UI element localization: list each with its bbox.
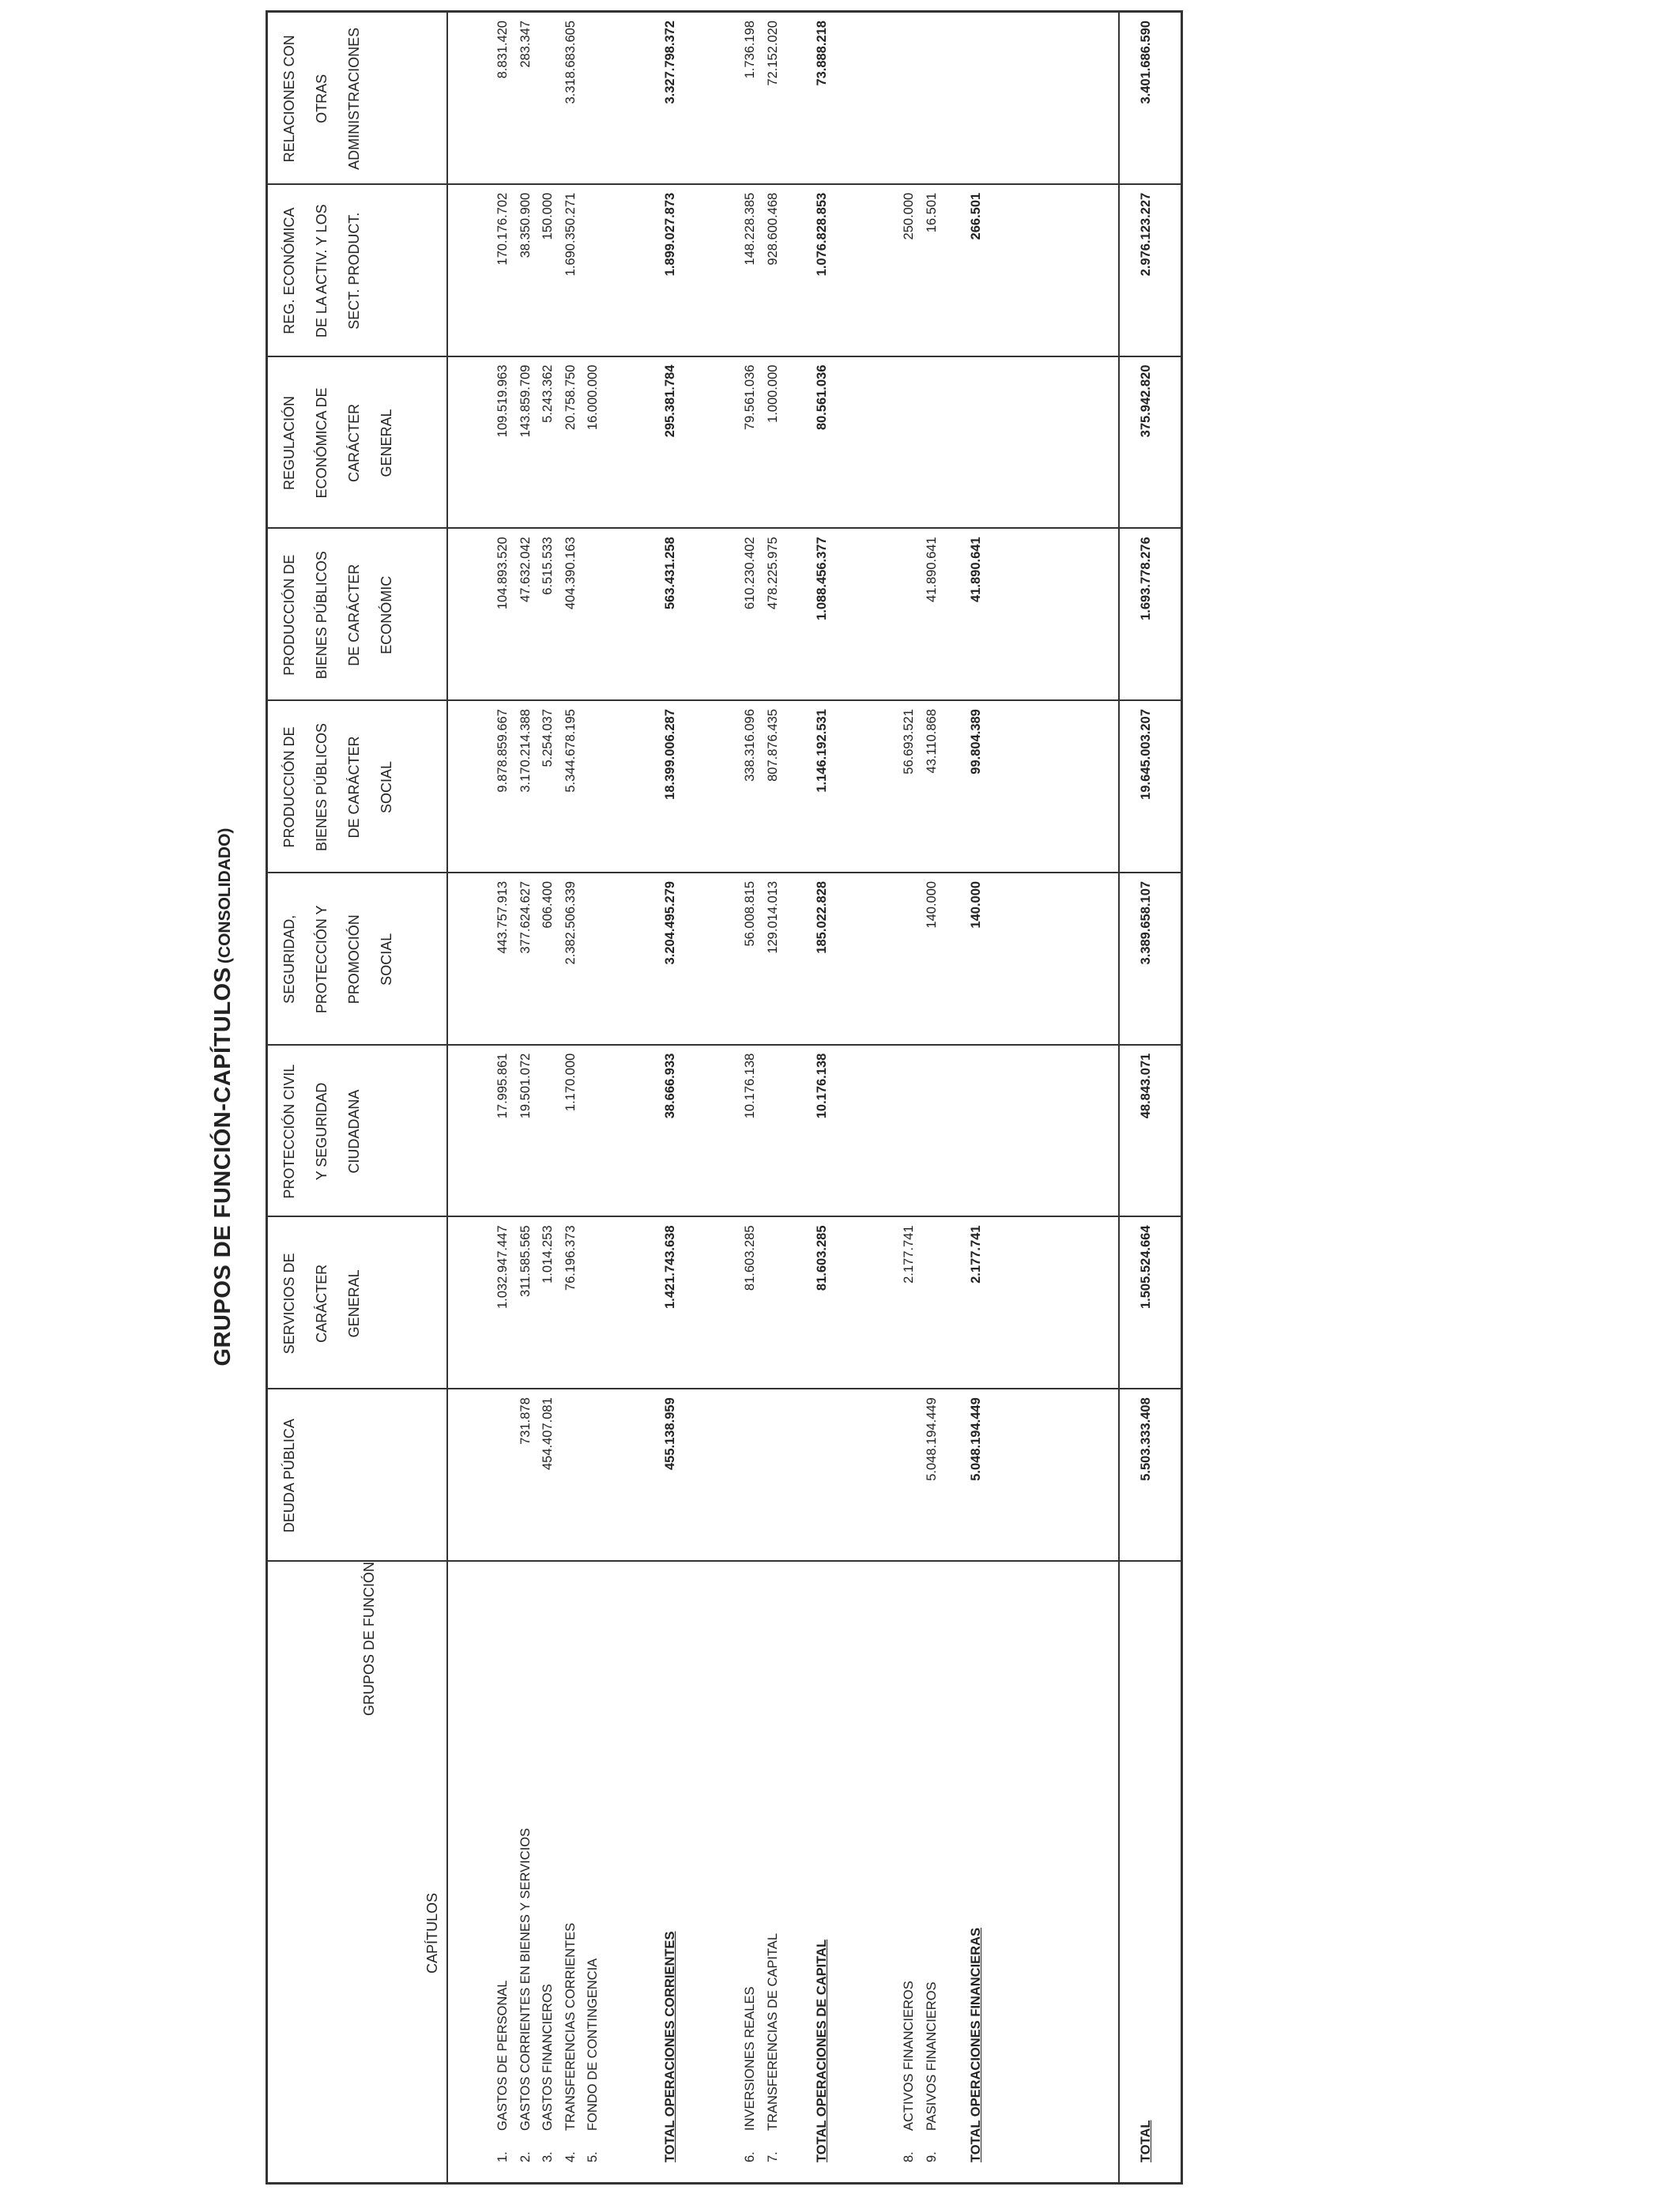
value-cell: 606.400 — [541, 880, 556, 929]
value-cell: 3.401.686.590 — [1139, 21, 1153, 104]
table-border-left — [266, 2182, 1183, 2185]
value-cell: 3.204.495.279 — [663, 880, 678, 965]
value-cell: 250.000 — [902, 192, 917, 240]
value-cell: 48.843.071 — [1139, 1053, 1153, 1119]
row-label: GASTOS CORRIENTES EN BIENES Y SERVICIOS — [518, 1828, 533, 2131]
column-header-line: BIENES PÚBLICOS — [314, 722, 330, 852]
value-cell: 170.176.702 — [495, 192, 510, 266]
total-row-label: TOTAL — [1139, 2120, 1153, 2162]
row-label: TRANSFERENCIAS DE CAPITAL — [765, 1933, 780, 2131]
column-header-line: PROMOCIÓN — [346, 914, 362, 1005]
value-cell: 109.519.963 — [495, 364, 510, 438]
column-header-line: OTRAS — [314, 74, 330, 123]
column-header-line: PROTECCIÓN Y — [314, 905, 330, 1014]
value-cell: 731.878 — [518, 1397, 533, 1445]
row-label: FONDO DE CONTINGENCIA — [586, 1958, 601, 2131]
value-cell: 38.350.900 — [518, 192, 533, 258]
row-label: GASTOS FINANCIEROS — [541, 1984, 556, 2131]
value-cell: 5.048.194.449 — [924, 1397, 939, 1481]
value-cell: 1.014.253 — [541, 1225, 556, 1284]
value-cell: 17.995.861 — [495, 1053, 510, 1119]
value-cell: 56.008.815 — [743, 880, 757, 947]
column-header-line: DE LA ACTIV. Y LOS — [314, 204, 330, 338]
value-cell: 9.878.859.667 — [495, 709, 510, 793]
value-cell: 1.170.000 — [563, 1053, 578, 1112]
value-cell: 610.230.402 — [743, 537, 757, 610]
column-header-line: PRODUCCIÓN DE — [281, 726, 297, 848]
value-cell: 81.603.285 — [743, 1225, 757, 1291]
capitulos-header: CAPÍTULOS — [424, 1892, 440, 1974]
row-label: PASIVOS FINANCIEROS — [924, 1981, 939, 2131]
column-header-line: CARÁCTER — [346, 403, 362, 482]
value-cell: 5.254.037 — [541, 709, 556, 767]
value-cell: 6.515.533 — [541, 537, 556, 595]
row-number: 7. — [765, 2151, 780, 2162]
column-divider — [266, 1216, 1183, 1217]
value-cell: 16.501 — [924, 192, 939, 233]
column-header-line: SECT. PRODUCT. — [346, 212, 362, 330]
value-cell: 928.600.468 — [765, 192, 780, 266]
column-divider — [266, 527, 1183, 529]
column-header-line: Y SEGURIDAD — [314, 1082, 330, 1181]
value-cell: 311.585.565 — [518, 1225, 533, 1298]
column-divider — [266, 1044, 1183, 1046]
value-cell: 41.890.641 — [968, 537, 983, 602]
value-cell: 16.000.000 — [586, 364, 601, 431]
row-number: 8. — [902, 2151, 917, 2162]
value-cell: 375.942.820 — [1139, 364, 1153, 438]
value-cell: 266.501 — [968, 192, 983, 240]
page-subtitle: (CONSOLIDADO) — [216, 827, 234, 964]
value-cell: 563.431.258 — [663, 537, 678, 610]
value-cell: 295.381.784 — [663, 364, 678, 438]
value-cell: 443.757.913 — [495, 880, 510, 954]
row-number: 4. — [563, 2151, 578, 2162]
column-divider — [266, 872, 1183, 873]
value-cell: 1.000.000 — [765, 364, 780, 423]
table-border-top — [266, 13, 268, 2185]
value-cell: 41.890.641 — [924, 537, 939, 602]
column-header-line: DE CARÁCTER — [346, 564, 362, 666]
value-cell: 10.176.138 — [743, 1053, 757, 1119]
total-row-label: TOTAL OPERACIONES FINANCIERAS — [968, 1927, 983, 2162]
value-cell: 140.000 — [924, 880, 939, 929]
value-cell: 2.976.123.227 — [1139, 192, 1153, 277]
value-cell: 1.690.350.271 — [563, 192, 578, 277]
row-number: 1. — [495, 2151, 510, 2162]
value-cell: 10.176.138 — [814, 1053, 829, 1119]
value-cell: 185.022.828 — [814, 880, 829, 954]
row-number: 5. — [586, 2151, 601, 2162]
value-cell: 404.390.163 — [563, 537, 578, 610]
grupos-de-funcion-header: GRUPOS DE FUNCIÓN — [361, 1562, 377, 1717]
value-cell: 3.170.214.388 — [518, 709, 533, 793]
value-cell: 19.645.003.207 — [1139, 709, 1153, 800]
row-label: TRANSFERENCIAS CORRIENTES — [563, 1922, 578, 2131]
value-cell: 3.327.798.372 — [663, 21, 678, 104]
value-cell: 807.876.435 — [765, 709, 780, 782]
value-cell: 2.177.741 — [968, 1225, 983, 1284]
value-cell: 8.831.420 — [495, 21, 510, 79]
page-title: GRUPOS DE FUNCIÓN-CAPÍTULOS — [210, 967, 235, 1367]
value-cell: 148.228.385 — [743, 192, 757, 266]
value-cell: 283.347 — [518, 21, 533, 68]
value-cell: 1.693.778.276 — [1139, 537, 1153, 620]
value-cell: 5.243.362 — [541, 364, 556, 423]
value-cell: 1.146.192.531 — [814, 709, 829, 793]
value-cell: 338.316.096 — [743, 709, 757, 782]
column-header-line: CARÁCTER — [314, 1264, 330, 1343]
row-number: 2. — [518, 2151, 533, 2162]
column-header-line: ADMINISTRACIONES — [346, 27, 362, 170]
column-divider — [266, 699, 1183, 701]
row-label: GASTOS DE PERSONAL — [495, 1980, 510, 2131]
value-cell: 5.048.194.449 — [968, 1397, 983, 1481]
row-label: INVERSIONES REALES — [743, 1986, 757, 2131]
column-header-line: REG. ECONÓMICA — [281, 207, 297, 334]
column-header-line: SERVICIOS DE — [281, 1253, 297, 1355]
value-cell: 1.736.198 — [743, 21, 757, 79]
value-cell: 5.344.678.195 — [563, 709, 578, 793]
column-header-line: GENERAL — [346, 1269, 362, 1338]
column-divider — [266, 183, 1183, 185]
column-divider — [266, 356, 1183, 357]
column-header-line: SOCIAL — [379, 761, 394, 814]
column-header-line: PROTECCIÓN CIVIL — [281, 1064, 297, 1199]
column-header-line: RELACIONES CON — [281, 35, 297, 163]
column-header-line: DE CARÁCTER — [346, 736, 362, 839]
row-label: ACTIVOS FINANCIEROS — [902, 1981, 917, 2131]
value-cell: 2.177.741 — [902, 1225, 917, 1284]
row-number: 3. — [541, 2151, 556, 2162]
value-cell: 1.505.524.664 — [1139, 1225, 1153, 1309]
column-header-line: PRODUCCIÓN DE — [281, 554, 297, 676]
value-cell: 76.196.373 — [563, 1225, 578, 1291]
value-cell: 47.632.042 — [518, 537, 533, 602]
value-cell: 73.888.218 — [814, 21, 829, 86]
value-cell: 43.110.868 — [924, 709, 939, 774]
value-cell: 20.758.750 — [563, 364, 578, 431]
value-cell: 80.561.036 — [814, 364, 829, 431]
document-title — [210, 0, 258, 2194]
value-cell: 38.666.933 — [663, 1053, 678, 1119]
value-cell: 129.014.013 — [765, 880, 780, 954]
value-cell: 72.152.020 — [765, 21, 780, 86]
value-cell: 3.318.683.605 — [563, 21, 578, 104]
column-header-line: GENERAL — [379, 409, 394, 477]
value-cell: 19.501.072 — [518, 1053, 533, 1119]
column-header-line: CIUDADANA — [346, 1089, 362, 1174]
value-cell: 3.389.658.107 — [1139, 880, 1153, 965]
row-number: 9. — [924, 2151, 939, 2162]
value-cell: 454.407.081 — [541, 1397, 556, 1470]
column-header-line: REGULACIÓN — [281, 395, 297, 490]
row-number: 6. — [743, 2151, 757, 2162]
value-cell: 1.899.027.873 — [663, 192, 678, 277]
column-header-line: SEGURIDAD, — [281, 914, 297, 1004]
value-cell: 99.804.389 — [968, 709, 983, 775]
column-header-line: ECONÓMICA DE — [314, 387, 330, 499]
value-cell: 79.561.036 — [743, 364, 757, 431]
value-cell: 104.893.520 — [495, 537, 510, 610]
value-cell: 1.032.947.447 — [495, 1225, 510, 1309]
table-border-bottom — [1181, 13, 1183, 2185]
column-divider — [266, 1560, 1183, 1562]
value-cell: 150.000 — [541, 192, 556, 240]
value-cell: 1.421.743.638 — [663, 1225, 678, 1309]
value-cell: 1.088.456.377 — [814, 537, 829, 620]
column-header-line: BIENES PÚBLICOS — [314, 551, 330, 680]
column-divider — [266, 1388, 1183, 1389]
value-cell: 18.399.006.287 — [663, 709, 678, 800]
table-border-right — [266, 10, 1183, 13]
value-cell: 140.000 — [968, 880, 983, 929]
column-header-line: DEUDA PÚBLICA — [281, 1419, 297, 1533]
value-cell: 377.624.627 — [518, 880, 533, 954]
value-cell: 81.603.285 — [814, 1225, 829, 1291]
value-cell: 455.138.959 — [663, 1397, 678, 1470]
grand-total-divider — [1118, 13, 1120, 2185]
value-cell: 478.225.975 — [765, 537, 780, 610]
value-cell: 143.859.709 — [518, 364, 533, 438]
total-row-label: TOTAL OPERACIONES DE CAPITAL — [814, 1939, 829, 2162]
value-cell: 56.693.521 — [902, 709, 917, 775]
total-row-label: TOTAL OPERACIONES CORRIENTES — [663, 1931, 678, 2162]
column-header-line: SOCIAL — [379, 933, 394, 986]
column-header-line: ECONÓMIC — [379, 575, 394, 654]
value-cell: 5.503.333.408 — [1139, 1397, 1153, 1481]
value-cell: 2.382.506.339 — [563, 880, 578, 965]
value-cell: 1.076.828.853 — [814, 192, 829, 277]
